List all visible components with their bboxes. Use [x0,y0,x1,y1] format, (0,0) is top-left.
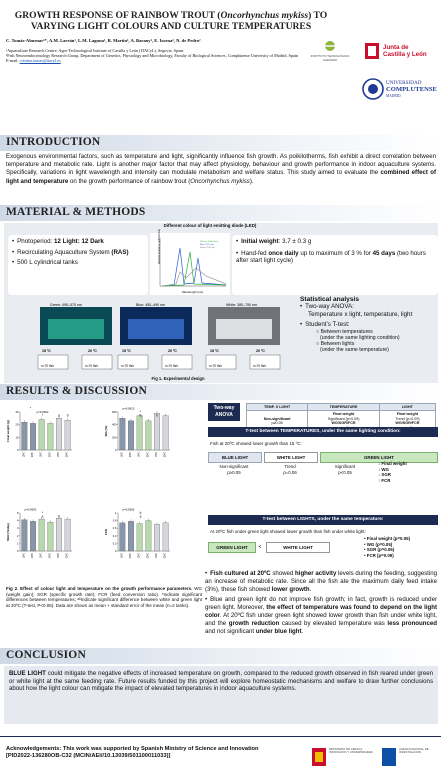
led-legend-white: White (700 nm) [200,247,215,249]
n-fish: n=70 fish [253,364,267,368]
section-results: RESULTS & DISCUSSION [0,384,441,400]
bar [137,416,143,450]
temp-15-green: 15 ºC [42,349,51,353]
x-tick-label: 20ºC [146,553,150,559]
led-legend-blue: Blue (710 nm) [200,244,214,246]
light-effects-list: • Final weight (p=0.05) • WG (p=0.05) • SGR (p=0.05) • FCR (p=0.09) [364,536,411,558]
y-tick-label: 0.8 [112,519,117,523]
y-axis-label: FCR [104,528,108,536]
temp-15-white: 15 ºC [210,349,219,353]
bar [163,523,169,551]
led-spectrum-title: Different colour of light emitting diode (LED) [163,223,257,228]
x-tick-label: 15ºC [22,452,26,458]
affiliations: ¹Aquaculture Research Centre, Agro-Technological Institute of Castilla y León (ITACyL), Segovia, Spain. ²Fish Neuroendocrinology Research Group, Department of Genetics, Physiology and Microbiology, Faculty of Biological Sciences, Complutense University of Madrid, Spain E-mail: cristina.tomas@itacyl.es [6,48,299,64]
authors: C. Tomás-Almenar¹*, A.M. Larrán¹, L.M. Laguna¹, B. Martín¹, A. Barany², E. Isorna², N. de Pedro² [6,38,201,43]
y-tick-label: 1 [16,542,19,546]
aei-logo-icon [382,748,396,766]
led-legend-green: 590 nm (Obl Ohm) [200,241,219,243]
y-tick-label: 0.2 [112,542,117,546]
fish-20-statement: Fish at 20ºC showed lower growth than 15 ºC: [210,441,302,446]
x-tick-label: 20ºC [48,553,52,559]
bar [120,523,126,551]
x-tick-label: 15ºC [137,553,141,559]
methods-conditions: • Photoperiod: 12 Light: 12 Dark • Recirculating Aquaculture System (RAS) • 500 L cylindrical tanks [8,235,148,295]
bar [65,420,71,450]
x-tick-label: 15ºC [39,553,43,559]
x-tick-label: 20ºC [163,452,167,458]
n-fish: n=70 fish [41,364,55,368]
bar [48,522,54,551]
y-tick-label: 200 [112,436,117,440]
y-tick-label: 0.6 [112,527,117,531]
y-tick-label: 600 [112,411,117,414]
y-tick-label: 30 [15,411,19,414]
results-discussion-text: • Fish cultured at 20ºC showed higher activity levels during the feeding, suggesting an increase of metabolic rate. Since all the fish ate the maximum daily feed intake (3%), these fish showed lower growth. • Blue and green light do not improve fish growth; in fact, growth is reduced under green light. Moreover, the effect of temperature was found to depend on the light color. At 20ºC fish under green light showed lower growth than fish under white light, and the growth reduction caused by elevated temperature was less pronounced and not significant under blue light. [205,570,437,638]
y-tick-label: 10 [15,436,19,440]
section-methods: MATERIAL & METHODS [0,205,441,221]
chart-annotation: a [41,514,44,519]
bar [65,519,71,551]
chart-annotation: b [156,413,158,418]
y-axis-label: SGR (%/day) [6,522,10,542]
bar [30,521,36,551]
bar [137,524,143,551]
n-fish: n=70 fish [209,364,223,368]
x-tick-label: 20ºC [146,452,150,458]
ttest-temperatures-banner: T-test between TEMPERATURES, under the same lighting condition: [208,427,438,437]
y-axis-label: WG (%) [104,425,108,437]
x-tick-label: 15ºC [57,553,60,559]
ucm-logo: UNIVERSIDAD COMPLUTENSE MADRID [362,76,438,106]
methods-feeding: • Initial weight: 3.7 ± 0.3 g • Hand-fed once daily up to maximum of 3 % for 45 days (two hours after start light cycle) [232,235,438,295]
bar [128,521,134,551]
n-fish: n=70 fish [85,364,99,368]
chart-annotation: p=0.0615 [122,406,135,411]
x-tick-label: 15ºC [137,452,141,458]
acknowledgements-text: Acknowledgements: This work was supported by Spanish Ministry of Science and Innovation [PID2022-136280OB-C32 (MCIN/AEI//10.13039/501100011033)] [6,746,259,760]
bar [39,420,45,450]
section-introduction: INTRODUCTION [0,135,441,151]
temp-20-white: 20 ºC [256,349,265,353]
temp-15-blue: 15 ºC [122,349,131,353]
anova-label: Two-way ANOVA [208,403,240,421]
x-tick-label: 15ºC [120,452,124,458]
chart-weight-gain [104,404,174,464]
x-tick-label: 20ºC [129,553,132,559]
y-tick-label: 5 [16,512,19,515]
poster-title: GROWTH RESPONSE OF RAINBOW TROUT (Oncorhynchus mykiss) TO VARYING LIGHT COLOURS AND CULTURE TEMPERATURES [14,10,328,32]
bar [146,521,152,551]
chart-annotation: a [139,413,142,418]
funding-logos [312,744,438,778]
temp-20-blue: 20 ºC [168,349,177,353]
green-light-pill: GREEN LIGHT [208,542,256,553]
bar [163,416,169,450]
chart-annotation: b [58,514,60,519]
y-tick-label: 0 [114,449,117,452]
bar [146,421,152,450]
green-light-statement: At 20ºC fish under green light showed lower growth than fish under white light: [210,529,366,534]
x-tick-label: 15ºC [22,553,26,559]
section-conclusion: CONCLUSION [0,648,441,664]
x-tick-label: 15ºC [155,452,158,458]
x-tick-label: 20ºC [163,553,167,559]
y-tick-label: 0 [16,449,19,452]
x-tick-label: 15ºC [57,452,60,458]
introduction-text: Exogenous environmental factors, such as temperature and light, significantly influence fish growth. As poikilotherms, fish exhibit a direct correlation between temperature and metabolic rate. Light is another major factor that may affect physiology, behaviour and growth performance in indoor aquaculture systems. Specifically, variations in light wavelength and intensity can modulate metabolism and welfare status. This study aimed to evaluate the combined effect of light and temperature on the growth performance of rainbow trout (Oncorhynchus mykiss). [6,153,436,185]
led-spectrum-xlabel: Wavelength (nm) [182,290,204,294]
statistical-analysis: Statistical analysis • Two-way ANOVA: Temperature x light, temperature, light • Student’s T-test: ○ Between temperatures (under the same lighting condition) ○ Between lights (under the same temperature) [300,296,440,353]
x-tick-label: 20ºC [31,553,34,559]
x-tick-label: 20ºC [48,452,52,458]
ttest-lights-banner: T-test between LIGHTS, under the same temperature: [208,515,438,525]
ttest-blue: Non-significant p≥0.05 [219,464,249,475]
bar [56,418,62,450]
chart-annotation: p=0.0593 [24,507,37,512]
chart-annotation: * [41,413,44,418]
experimental-design [8,303,298,375]
x-tick-label: 15ºC [39,452,43,458]
aei-logo-text: AGENCIA ESTATAL DE INVESTIGACIÓN [399,747,429,755]
y-tick-label: 0 [16,550,19,553]
tank-label-blue: Blue: 450–490 nm [136,303,166,307]
y-tick-label: 4 [16,519,19,523]
white-light-pill: WHITE LIGHT [266,542,330,553]
bar [22,520,28,551]
bar [128,421,134,450]
jcyl-logo: Junta de Castilla y León [364,42,434,60]
y-tick-label: 1 [114,512,117,515]
y-tick-label: 400 [112,423,117,427]
chart-annotation: p=0.0565 [122,507,135,512]
n-fish: n=70 fish [165,364,179,368]
tank-label-white: White: 380–750 nm [226,303,258,307]
y-tick-label: 0.4 [112,534,117,538]
led-spectrum-ylabel: Absolute irradiance (µW/cm²/nm) [158,229,161,264]
bar [30,423,36,450]
led-spectrum-chart [150,228,230,298]
x-tick-label: 20ºC [65,452,69,458]
y-tick-label: 3 [16,527,19,531]
bar [56,518,62,551]
chart-final-weight [6,404,76,464]
white-light-header: WHITE LIGHT [264,452,318,463]
ttest-white: Trend p=0.06 [283,464,297,475]
chart-annotation: a [58,413,60,418]
chart-annotation: a [139,514,142,519]
figure-1-caption: Fig 1. Experimental design [151,376,205,381]
chart-annotation: * [139,410,142,415]
y-tick-label: 0 [114,550,117,553]
bar [39,519,45,551]
bar [120,418,126,450]
blue-light-header: BLUE LIGHT [208,452,262,463]
email-link[interactable]: cristina.tomas@itacyl.es [19,58,61,64]
x-tick-label: 15ºC [120,553,124,559]
ttest-green: Significant p<0.05 [334,464,356,475]
bar [154,524,160,551]
chart-annotation: * [29,406,32,411]
anova-cell: Final weight Trend (p=0.09) WG/SGR/FCR [379,411,435,432]
anova-table: TEMP. X LIGHT TEMPERATURE LIGHT Non-significant p≥0.05 Final weight Significant (p<0.05) WG/SGR/FCR Final weight Trend (p=0.09) WG/SGR/FCR [246,403,436,432]
conclusion-text: BLUE LIGHT could mitigate the negative effects of increased temperature on growth, compared to the reduced growth observed in fish reared under green or white light at the same feeding rate. Future results funded by this project will explore homeostatic mechanisms and welfare to draw further conclusions about how the light colour can mitigate the impact of elevated temperatures in indoor aquaculture systems. [4,666,438,724]
chart-annotation: b [66,413,69,418]
chart-sgr [6,505,76,565]
chart-annotation: b [139,511,142,516]
y-tick-label: 20 [15,423,19,427]
anova-cell: Final weight Significant (p<0.05) WG/SGR/FCR [308,411,380,432]
less-than-sign: < [258,544,262,549]
green-effects-list: ↓ Final weight ↓ WG ↓ SGR ↑ FCR [378,461,407,483]
figure-2-caption: Fig 2. Effect of colour light and temperature on the growth performance parameters. WG (weight gain); SGR (specific growth rate); FCR (feed conversion ratio). *Indicate significant differences between temperatures; ᵃᵇIndicate significant difference between white and green light at 20ºC (T-test, P<0.05). Data are shown as mean + standard error of the mean (n=2 tanks). [6,586,202,608]
x-tick-label: 20ºC [31,452,34,458]
bar [154,413,160,450]
y-axis-label: Final weight (g) [6,420,10,442]
bar [48,423,54,450]
n-fish: n=70 fish [121,364,135,368]
x-tick-label: 15ºC [155,553,158,559]
ministry-logo-text: MINISTERIO DE CIENCIA, INNOVACIÓN Y UNIVERSIDADES [329,747,373,755]
tank-label-green: Green: 495–570 nm [50,303,82,307]
itacyl-logo: INSTITUTO TECNOLÓGICO AGRARIO [310,40,350,60]
y-tick-label: 2 [16,534,19,538]
chart-annotation: p=0.0662 [36,410,49,415]
x-tick-label: 20ºC [129,452,132,458]
anova-cell: Non-significant p≥0.05 [247,411,308,432]
chart-fcr [104,505,174,565]
header-logos [310,40,438,108]
x-tick-label: 20ºC [65,553,69,559]
bar [22,422,28,450]
temp-20-green: 20 ºC [88,349,97,353]
green-light-header: GREEN LIGHT [320,452,438,463]
chart-annotation: * [41,511,44,516]
